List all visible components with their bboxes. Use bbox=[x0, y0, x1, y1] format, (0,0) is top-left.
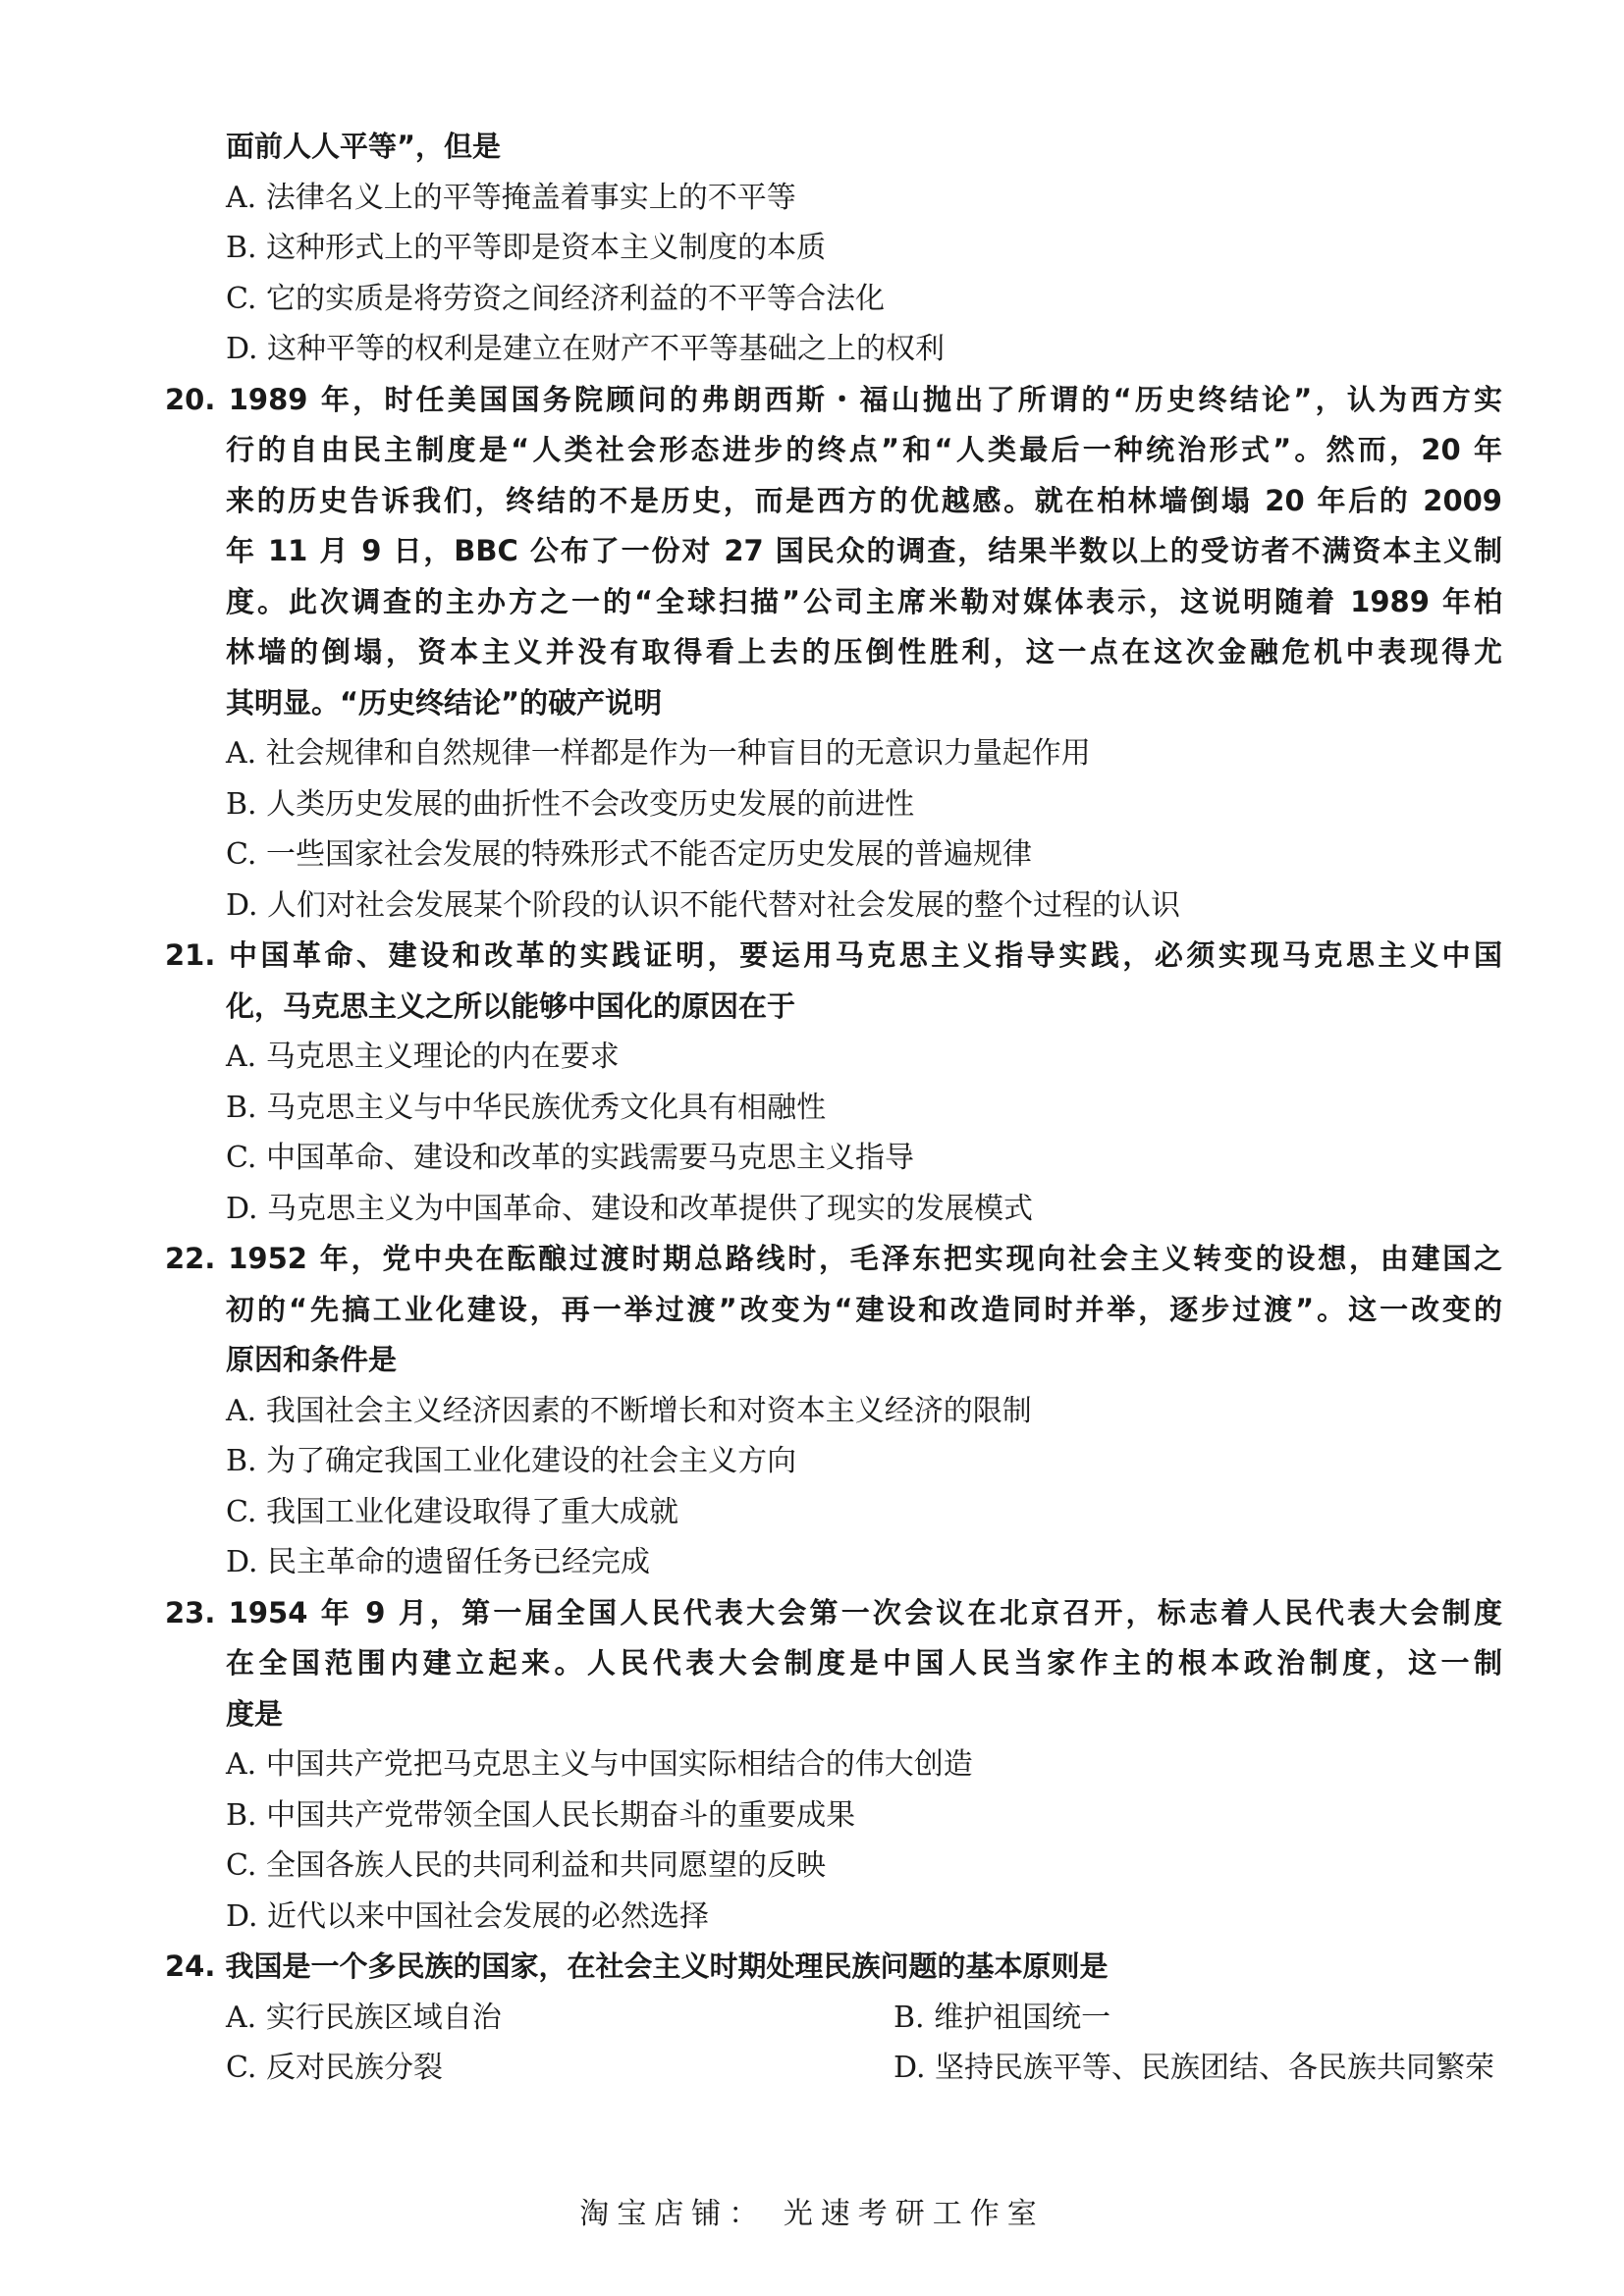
option-d: D. 近代以来中国社会发展的必然选择 bbox=[226, 1898, 710, 1934]
question-20 bbox=[165, 375, 1502, 932]
question-stem-line: 原因和条件是 bbox=[226, 1343, 398, 1376]
question-stem-line: 年 11 月 9 日，BBC 公布了一份对 27 国民众的调查，结果半数以上的受访者不满资本主义制 bbox=[226, 534, 1502, 567]
question-stem-line: 20. 1989 年，时任美国国务院顾问的弗朗西斯・福山抛出了所谓的“历史终结论”，认为西方实 bbox=[165, 382, 1502, 416]
option-b: B. 中国共产党带领全国人民长期奋斗的重要成果 bbox=[226, 1797, 856, 1833]
question-stem-line: 22. 1952 年，党中央在酝酿过渡时期总路线时，毛泽东把实现向社会主义转变的设想，由建国之 bbox=[165, 1242, 1502, 1275]
question-24 bbox=[165, 1942, 1502, 2094]
question-stem-line: 林墙的倒塌，资本主义并没有取得看上去的压倒性胜利，这一点在这次金融危机中表现得尤 bbox=[226, 635, 1502, 668]
option-d: D. 坚持民族平等、民族团结、各民族共同繁荣 bbox=[893, 2051, 1495, 2085]
question-stem-line: 在全国范围内建立起来。人民代表大会制度是中国人民当家作主的根本政治制度，这一制 bbox=[226, 1646, 1502, 1680]
option-c: C. 中国革命、建设和改革的实践需要马克思主义指导 bbox=[226, 1141, 914, 1175]
option-a: A. 法律名义上的平等掩盖着事实上的不平等 bbox=[226, 180, 796, 215]
option-d: D. 马克思主义为中国革命、建设和改革提供了现实的发展模式 bbox=[226, 1191, 1034, 1226]
option-a: A. 中国共产党把马克思主义与中国实际相结合的伟大创造 bbox=[226, 1747, 973, 1782]
question-stem-line: 其明显。“历史终结论”的破产说明 bbox=[226, 685, 663, 720]
option-a: A. 马克思主义理论的内在要求 bbox=[226, 1040, 620, 1074]
question-stem-line: 行的自由民主制度是“人类社会形态进步的终点”和“人类最后一种统治形式”。然而，20 年 bbox=[226, 433, 1502, 466]
option-d: D. 民主革命的遗留任务已经完成 bbox=[226, 1545, 651, 1579]
question-23 bbox=[165, 1588, 1502, 1943]
question-list bbox=[165, 122, 1502, 2094]
shop-footer: 淘宝店铺： 光速考研工作室 bbox=[579, 2197, 1045, 2231]
option-a: A. 实行民族区域自治 bbox=[226, 2000, 502, 2035]
option-c: C. 反对民族分裂 bbox=[226, 2051, 443, 2085]
option-row bbox=[165, 1993, 1502, 2044]
question-stem-line: 度。此次调查的主办方之一的“全球扫描”公司主席米勒对媒体表示，这说明随着 1989 年柏 bbox=[226, 584, 1502, 618]
option-a: A. 社会规律和自然规律一样都是作为一种盲目的无意识力量起作用 bbox=[226, 736, 1091, 771]
question-stem-line: 21. 中国革命、建设和改革的实践证明，要运用马克思主义指导实践，必须实现马克思主义中国 bbox=[165, 938, 1502, 972]
question-19-continuation bbox=[165, 122, 1502, 375]
question-stem-line: 化，马克思主义之所以能够中国化的原因在于 bbox=[226, 988, 796, 1023]
question-stem-line: 23. 1954 年 9 月，第一届全国人民代表大会第一次会议在北京召开，标志着人民代表大会制度 bbox=[165, 1595, 1502, 1629]
question-22 bbox=[165, 1234, 1502, 1588]
question-stem-line: 度是 bbox=[226, 1696, 284, 1731]
option-b: B. 维护祖国统一 bbox=[893, 2000, 1111, 2035]
option-c: C. 一些国家社会发展的特殊形式不能否定历史发展的普遍规律 bbox=[226, 837, 1032, 872]
question-stem-line: 来的历史告诉我们，终结的不是历史，而是西方的优越感。就在柏林墙倒塌 20 年后的 2009 bbox=[226, 483, 1502, 517]
option-c: C. 我国工业化建设取得了重大成就 bbox=[226, 1494, 678, 1529]
question-stem-line: 面前人人平等”，但是 bbox=[226, 130, 502, 163]
option-d: D. 这种平等的权利是建立在财产不平等基础之上的权利 bbox=[226, 332, 946, 366]
option-b: B. 为了确定我国工业化建设的社会主义方向 bbox=[226, 1444, 797, 1478]
question-21 bbox=[165, 931, 1502, 1234]
option-b: B. 这种形式上的平等即是资本主义制度的本质 bbox=[226, 231, 827, 265]
option-row bbox=[165, 2043, 1502, 2094]
option-a: A. 我国社会主义经济因素的不断增长和对资本主义经济的限制 bbox=[226, 1393, 1032, 1428]
option-d: D. 人们对社会发展某个阶段的认识不能代替对社会发展的整个过程的认识 bbox=[226, 887, 1181, 923]
option-b: B. 马克思主义与中华民族优秀文化具有相融性 bbox=[226, 1090, 827, 1125]
option-c: C. 全国各族人民的共同利益和共同愿望的反映 bbox=[226, 1848, 826, 1883]
question-stem-line: 初的“先搞工业化建设，再一举过渡”改变为“建设和改造同时并举，逐步过渡”。这一改变的 bbox=[226, 1292, 1502, 1326]
question-stem-line: 24. 我国是一个多民族的国家，在社会主义时期处理民族问题的基本原则是 bbox=[165, 1949, 1109, 1983]
option-b: B. 人类历史发展的曲折性不会改变历史发展的前进性 bbox=[226, 786, 915, 822]
option-c: C. 它的实质是将劳资之间经济利益的不平等合法化 bbox=[226, 281, 885, 316]
